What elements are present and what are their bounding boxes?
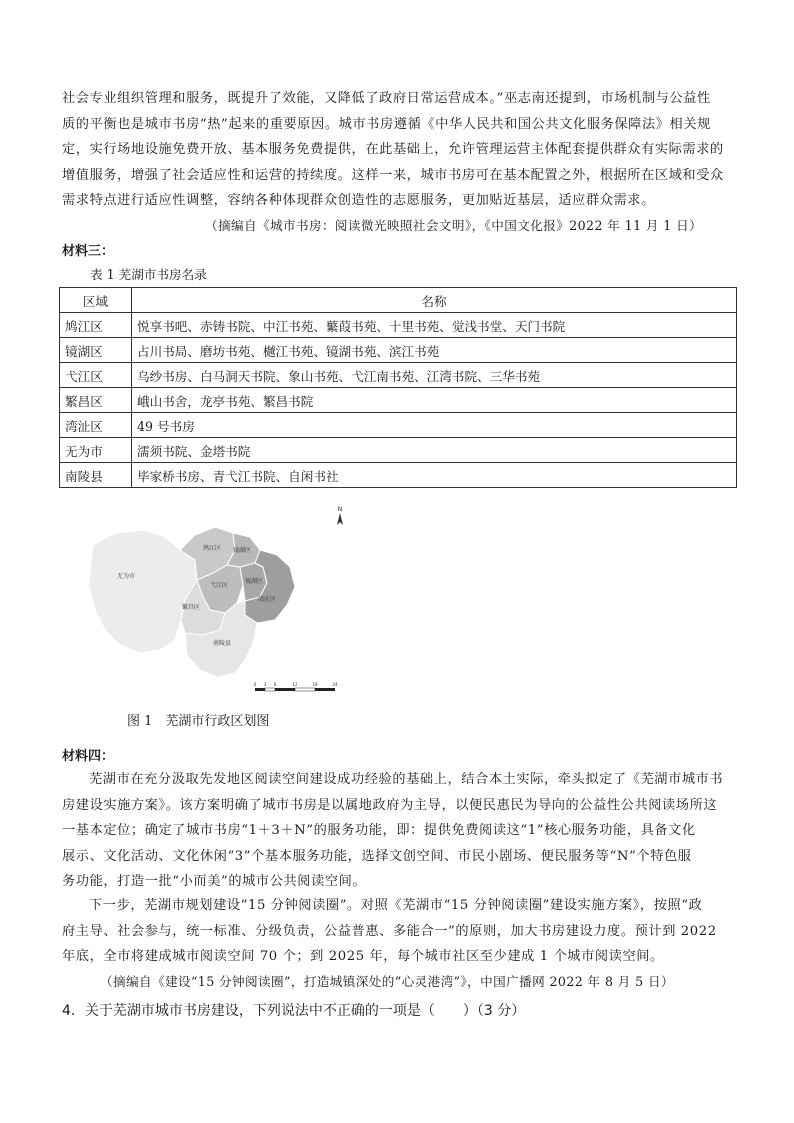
names-cell: 占川书局、磨坊书苑、樾江书苑、镜湖书苑、滨江书苑 [132, 338, 737, 363]
map-label: 弋江区 [210, 582, 229, 589]
scale-tick: 6 [273, 682, 277, 687]
text-line: 需求特点进行适应性调整，容纳各种体现群众创造性的志愿服务，更加贴近基层，适应群众需求。 [62, 193, 655, 208]
text-line: 一基本定位；确定了城市书房“1＋3＋N”的服务功能，即：提供免费阅读这“1”核心服务功能，具备文化 [62, 823, 696, 838]
scale-tick: 3 [263, 682, 267, 687]
north-label: N [337, 506, 343, 513]
bookstore-table [59, 287, 737, 488]
text-line: 芜湖市在充分汲取先发地区阅读空间建设成功经验的基础上，结合本土实际，牵头拟定了《芜湖市城市书 [89, 772, 724, 787]
region-cell: 镜湖区 [60, 338, 132, 363]
text-line: 房建设实施方案》。该方案明确了城市书房是以属地政府为主导，以便民惠民为导向的公益性公共阅读场所这 [62, 797, 718, 813]
text-line: 务功能，打造一批“小而美”的城市公共阅读空间。 [62, 874, 367, 889]
table-row [60, 463, 737, 488]
map-label: 镜湖区 [233, 547, 252, 554]
north-arrow-icon [337, 506, 343, 525]
map-label: 湾沚区 [258, 596, 277, 603]
wuhu-district-map [85, 505, 355, 700]
header-name: 名称 [132, 288, 737, 313]
text-line: 社会专业组织管理和服务，既提升了效能，又降低了政府日常运营成本。”巫志南还提到，市场机制与公益性 [62, 91, 711, 106]
region-cell: 无为市 [60, 438, 132, 463]
names-cell: 乌纱书房、白马洞天书院、象山书苑、弋江南书苑、江湾书院、三华书苑 [132, 363, 737, 388]
map-label: 无为市 [117, 573, 136, 580]
scale-bar [254, 682, 338, 691]
region-cell: 弋江区 [60, 363, 132, 388]
scale-tick: 18 [312, 682, 318, 687]
names-cell: 悦享书吧、赤铸书院、中江书苑、蘩葭书苑、十里书苑、觉浅书堂、天门书院 [132, 313, 737, 338]
names-cell: 濡须书院、金塔书院 [132, 438, 737, 463]
table-row [60, 363, 737, 388]
region-cell: 湾沚区 [60, 413, 132, 438]
material3-heading: 材料三： [62, 244, 115, 259]
table-caption: 表 1 芜湖市书房名录 [90, 267, 207, 282]
header-region: 区域 [60, 288, 132, 313]
region-cell: 繁昌区 [60, 388, 132, 413]
names-cell: 峨山书舍，龙亭书苑、繁昌书院 [132, 388, 737, 413]
material4-paragraph-1 [62, 767, 738, 895]
table-row [60, 413, 737, 438]
scale-tick: 24 [332, 682, 338, 687]
material4-source: （摘编自《建设“15 分钟阅读圈”，打造城镇深处的“心灵港湾”》，中国广播网 2022 年 8 月 5 日） [100, 974, 674, 989]
figure-caption: 图 1 芜湖市行政区划图 [127, 714, 270, 729]
map-label: 南陵县 [213, 640, 232, 647]
table-row [60, 338, 737, 363]
table-row [60, 388, 737, 413]
table-header-row [60, 288, 737, 313]
text-line: 下一步，芜湖市规划建设“15 分钟阅读圈”。对照《芜湖市“15 分钟阅读圈”建设实施方案》，按照“政 [89, 898, 703, 913]
text-line: 年底，全市将建成城市阅读空间 70 个；到 2025 年，每个城市社区至少建成 1 个城市阅读空间。 [62, 949, 664, 964]
table-row [60, 313, 737, 338]
region-cell: 南陵县 [60, 463, 132, 488]
text-line: 展示、文化活动、文化休闲“3”个基本服务功能，选择文创空间、市民小剧场、便民服务等“N”个特色服 [62, 848, 692, 864]
material2-paragraph [62, 86, 738, 214]
names-cell: 49 号书房 [132, 413, 737, 438]
names-cell: 毕家桥书房、青弋江书院、自闲书社 [132, 463, 737, 488]
map-label: 鸠江区 [203, 545, 222, 552]
text-line: 质的平衡也是城市书房“热”起来的重要原因。城市书房遵循《中华人民共和国公共文化服务保障法》相关规 [62, 116, 711, 132]
material4-paragraph-2 [62, 893, 738, 970]
material4-heading: 材料四： [62, 749, 115, 764]
text-line: 增值服务，增强了社会适应性和运营的持续度。这样一来，城市书房可在基本配置之外，根据所在区域和受众 [62, 167, 724, 183]
region-cell: 鸠江区 [60, 313, 132, 338]
material2-source: （摘编自《城市书房：阅读微光映照社会文明》，《中国文化报》2022 年 11 月 1 日） [205, 218, 703, 233]
question-4: 4．关于芜湖市城市书房建设，下列说法中不正确的一项是（ ）（3 分） [62, 1003, 526, 1019]
map-label: 镜湖区 [245, 578, 264, 585]
scale-tick: 12 [292, 682, 298, 687]
scale-tick: 0 [253, 682, 257, 687]
map-label: 繁昌区 [182, 604, 201, 611]
text-line: 定，实行场地设施免费开放、基本服务免费提供，在此基础上，允许管理运营主体配套提供群众有实际需求的 [62, 142, 724, 157]
text-line: 府主导、社会参与，统一标准、分级负责，公益普惠、多能合一”的原则，加大书房建设力度。预计到 2022 [62, 923, 717, 939]
map-region-wuwei [89, 530, 197, 653]
table-row [60, 438, 737, 463]
